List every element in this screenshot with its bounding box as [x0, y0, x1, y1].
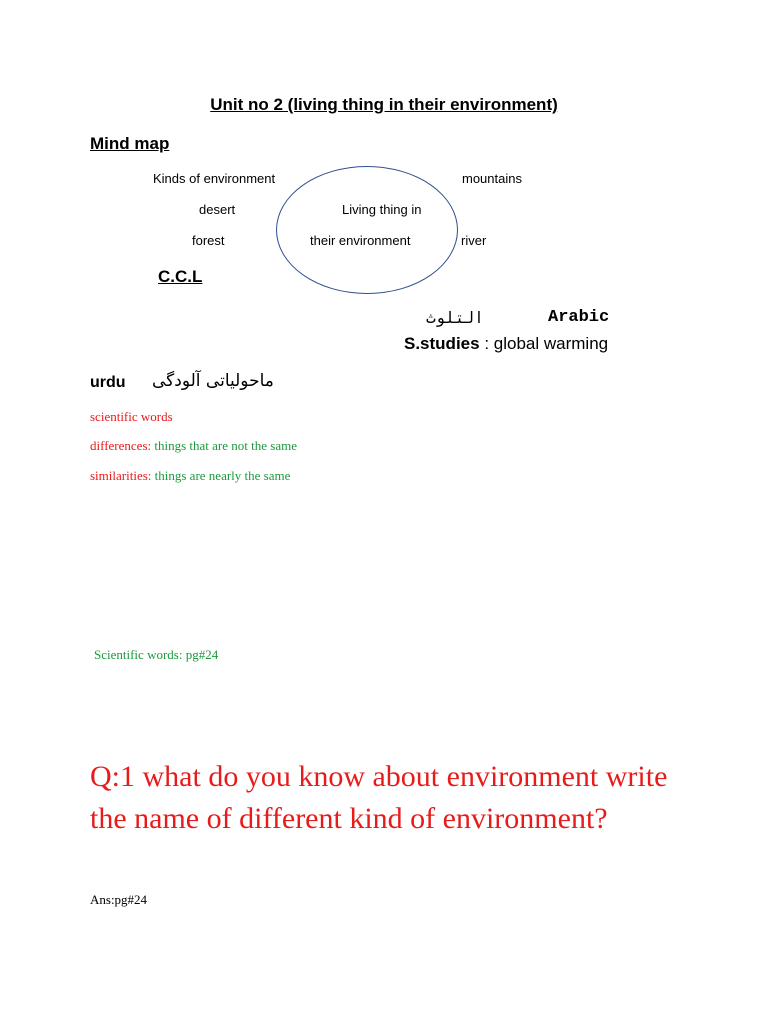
mind-map-heading: Mind map [90, 134, 170, 153]
arabic-label: Arabic [548, 308, 610, 327]
center-text-line1: Living thing in [342, 202, 422, 217]
sstudies-line [404, 334, 608, 354]
similarities-label: similarities: [90, 468, 152, 483]
desert-label: desert [199, 202, 236, 217]
arabic-term: التلوث [426, 308, 484, 327]
scientific-words-heading: scientific words [90, 409, 173, 424]
sstudies-label: S.studies [404, 334, 480, 353]
similarities-line [90, 468, 290, 484]
center-text-line2: their environment [310, 233, 411, 248]
sstudies-separator: : [479, 334, 494, 353]
ccl-heading: C.C.L [158, 267, 203, 286]
similarities-value: things are nearly the same [151, 468, 291, 483]
forest-label: forest [192, 233, 225, 248]
answer-reference: Ans:pg#24 [90, 892, 148, 907]
scientific-words-reference: Scientific words: pg#24 [94, 647, 219, 662]
mountains-label: mountains [462, 171, 522, 186]
river-label: river [461, 233, 487, 248]
urdu-term: ماحولیاتی آلودگی [152, 371, 274, 391]
question-1: Q:1 what do you know about environment write the name of different kind of environment? [90, 760, 668, 835]
sstudies-value: global warming [493, 334, 609, 353]
page-title: Unit no 2 (living thing in their environment) [210, 95, 558, 114]
mind-map-ellipse [276, 166, 458, 294]
differences-label: differences: [90, 438, 152, 453]
differences-value: things that are not the same [151, 438, 297, 453]
kinds-of-environment-label: Kinds of environment [153, 171, 276, 186]
differences-line [90, 438, 297, 454]
urdu-label: urdu [90, 374, 126, 391]
